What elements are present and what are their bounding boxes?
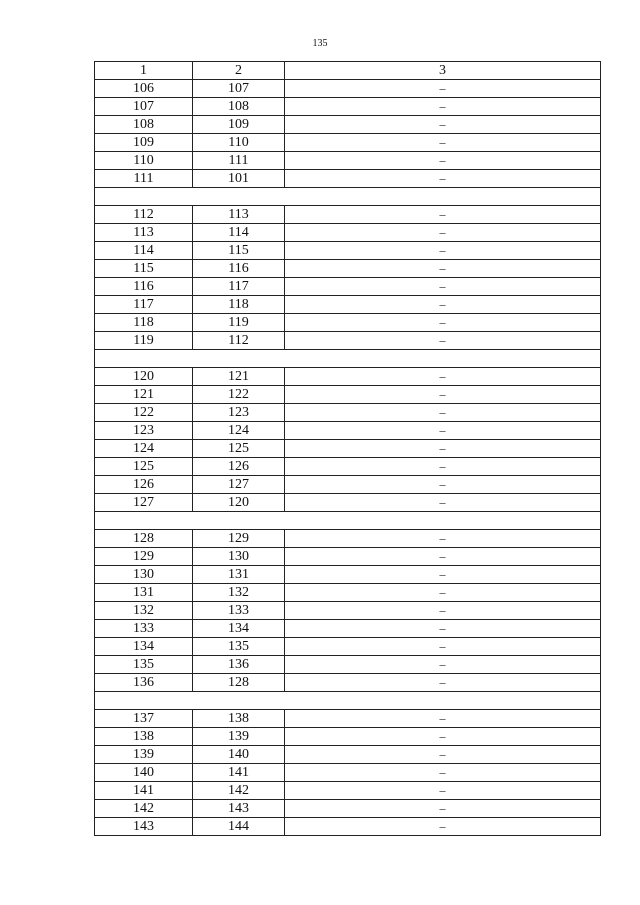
table-cell-col-1: 123 — [95, 422, 193, 439]
table-cell-col-3: – — [439, 531, 446, 545]
table-cell-col-2: 116 — [193, 260, 285, 277]
table-cell-col-3: – — [439, 459, 446, 473]
table-cell-col-3: – — [439, 567, 446, 581]
table-cell-col-3: – — [439, 99, 446, 113]
table-cell-col-2: 111 — [193, 152, 285, 169]
table-row — [95, 404, 600, 422]
table-row — [95, 548, 600, 566]
table-cell-col-3: – — [439, 801, 446, 815]
table-cell-col-1: 106 — [95, 80, 193, 97]
table-row — [95, 224, 600, 242]
table-cell-col-2: 130 — [193, 548, 285, 565]
table-row — [95, 782, 600, 800]
table-cell-col-1: 130 — [95, 566, 193, 583]
table-row — [95, 368, 600, 386]
table-cell-col-2: 115 — [193, 242, 285, 259]
table-cell-col-1: 116 — [95, 278, 193, 295]
column-header-3: 3 — [439, 63, 446, 78]
table-cell-col-3: – — [439, 603, 446, 617]
table-cell-col-3: – — [439, 405, 446, 419]
table-row — [95, 170, 600, 188]
table-cell-col-1: 140 — [95, 764, 193, 781]
table-cell-col-2: 136 — [193, 656, 285, 673]
table-cell-col-2: 121 — [193, 368, 285, 385]
table-cell-col-3: – — [439, 207, 446, 221]
table-cell-col-2: 134 — [193, 620, 285, 637]
table-cell-col-3: – — [439, 423, 446, 437]
table-cell-col-2: 120 — [193, 494, 285, 511]
table-cell-col-3: – — [439, 153, 446, 167]
table-cell-col-3: – — [439, 639, 446, 653]
table-cell-col-2: 138 — [193, 710, 285, 727]
table-row — [95, 746, 600, 764]
table-cell-col-1: 108 — [95, 116, 193, 133]
table-cell-col-2: 140 — [193, 746, 285, 763]
table-cell-col-3: – — [439, 549, 446, 563]
group-separator-row — [95, 350, 600, 368]
table-cell-col-2: 143 — [193, 800, 285, 817]
table-cell-col-2: 127 — [193, 476, 285, 493]
table-cell-col-1: 113 — [95, 224, 193, 241]
table-cell-col-1: 118 — [95, 314, 193, 331]
table-cell-col-1: 126 — [95, 476, 193, 493]
table-cell-col-2: 113 — [193, 206, 285, 223]
table-row — [95, 260, 600, 278]
table-cell-col-3: – — [439, 225, 446, 239]
table-cell-col-2: 119 — [193, 314, 285, 331]
table-cell-col-1: 117 — [95, 296, 193, 313]
table-cell-col-1: 142 — [95, 800, 193, 817]
table-cell-col-1: 136 — [95, 674, 193, 691]
table-cell-col-1: 114 — [95, 242, 193, 259]
table-row — [95, 584, 600, 602]
table-cell-col-1: 134 — [95, 638, 193, 655]
table-row — [95, 134, 600, 152]
table-row — [95, 440, 600, 458]
table-row — [95, 98, 600, 116]
table-cell-col-1: 124 — [95, 440, 193, 457]
table-cell-col-3: – — [439, 333, 446, 347]
table-cell-col-2: 142 — [193, 782, 285, 799]
table-row — [95, 602, 600, 620]
table-cell-col-1: 137 — [95, 710, 193, 727]
table-row — [95, 206, 600, 224]
table-cell-col-2: 123 — [193, 404, 285, 421]
table-row — [95, 242, 600, 260]
table-cell-col-1: 111 — [95, 170, 193, 187]
table-cell-col-1: 141 — [95, 782, 193, 799]
table-cell-col-2: 107 — [193, 80, 285, 97]
table-cell-col-2: 109 — [193, 116, 285, 133]
table-cell-col-2: 144 — [193, 818, 285, 835]
table-cell-col-3: – — [439, 387, 446, 401]
table-cell-col-2: 139 — [193, 728, 285, 745]
table-cell-col-2: 110 — [193, 134, 285, 151]
table-cell-col-3: – — [439, 783, 446, 797]
table-cell-col-3: – — [439, 297, 446, 311]
table-cell-col-2: 133 — [193, 602, 285, 619]
table-row — [95, 278, 600, 296]
table-cell-col-1: 127 — [95, 494, 193, 511]
table-cell-col-1: 133 — [95, 620, 193, 637]
table-cell-col-3: – — [439, 279, 446, 293]
table-cell-col-2: 124 — [193, 422, 285, 439]
table-cell-col-2: 125 — [193, 440, 285, 457]
table-cell-col-3: – — [439, 657, 446, 671]
table-cell-col-3: – — [439, 495, 446, 509]
table-row — [95, 674, 600, 692]
table-cell-col-3: – — [439, 819, 446, 833]
table-cell-col-1: 132 — [95, 602, 193, 619]
group-separator-row — [95, 188, 600, 206]
table-cell-col-2: 114 — [193, 224, 285, 241]
table-row — [95, 80, 600, 98]
table-cell-col-3: – — [439, 315, 446, 329]
table-cell-col-1: 135 — [95, 656, 193, 673]
table-cell-col-2: 132 — [193, 584, 285, 601]
table-cell-col-3: – — [439, 441, 446, 455]
table-row — [95, 566, 600, 584]
table-cell-col-1: 143 — [95, 818, 193, 835]
table-cell-col-3: – — [439, 369, 446, 383]
table-cell-col-1: 138 — [95, 728, 193, 745]
table-cell-col-2: 117 — [193, 278, 285, 295]
column-header-1: 1 — [95, 62, 193, 79]
table-row — [95, 494, 600, 512]
table-cell-col-3: – — [439, 477, 446, 491]
table-cell-col-1: 112 — [95, 206, 193, 223]
page-number: 135 — [312, 38, 328, 49]
table-cell-col-2: 131 — [193, 566, 285, 583]
table-cell-col-2: 101 — [193, 170, 285, 187]
group-separator-row — [95, 692, 600, 710]
table-cell-col-1: 119 — [95, 332, 193, 349]
table-cell-col-2: 112 — [193, 332, 285, 349]
table-cell-col-1: 120 — [95, 368, 193, 385]
table-cell-col-3: – — [439, 135, 446, 149]
table-row — [95, 800, 600, 818]
table-row — [95, 530, 600, 548]
table-cell-col-1: 115 — [95, 260, 193, 277]
table-cell-col-2: 135 — [193, 638, 285, 655]
table-row — [95, 152, 600, 170]
table-cell-col-3: – — [439, 711, 446, 725]
table-row — [95, 116, 600, 134]
table-row — [95, 764, 600, 782]
table-cell-col-2: 118 — [193, 296, 285, 313]
table-cell-col-3: – — [439, 621, 446, 635]
table-cell-col-1: 131 — [95, 584, 193, 601]
table-cell-col-2: 128 — [193, 674, 285, 691]
table-cell-col-1: 122 — [95, 404, 193, 421]
table-cell-col-1: 110 — [95, 152, 193, 169]
table-row — [95, 296, 600, 314]
table-cell-col-1: 139 — [95, 746, 193, 763]
table-row — [95, 818, 600, 836]
table-cell-col-1: 107 — [95, 98, 193, 115]
group-separator-row — [95, 512, 600, 530]
table-cell-col-3: – — [439, 81, 446, 95]
table-cell-col-3: – — [439, 675, 446, 689]
table-row — [95, 476, 600, 494]
table-cell-col-2: 108 — [193, 98, 285, 115]
table-row — [95, 422, 600, 440]
table-cell-col-1: 129 — [95, 548, 193, 565]
table-row — [95, 638, 600, 656]
table-cell-col-3: – — [439, 585, 446, 599]
table-row — [95, 314, 600, 332]
table-cell-col-1: 125 — [95, 458, 193, 475]
table-row — [95, 728, 600, 746]
table-cell-col-3: – — [439, 171, 446, 185]
table-cell-col-2: 126 — [193, 458, 285, 475]
table-cell-col-3: – — [439, 765, 446, 779]
table-row — [95, 458, 600, 476]
table-row — [95, 386, 600, 404]
table-cell-col-3: – — [439, 243, 446, 257]
table-cell-col-3: – — [439, 747, 446, 761]
table-cell-col-2: 122 — [193, 386, 285, 403]
table-cell-col-1: 121 — [95, 386, 193, 403]
table-cell-col-1: 128 — [95, 530, 193, 547]
column-header-2: 2 — [193, 62, 285, 79]
table-cell-col-2: 129 — [193, 530, 285, 547]
table-row — [95, 656, 600, 674]
table-cell-col-2: 141 — [193, 764, 285, 781]
table-row — [95, 710, 600, 728]
table-cell-col-1: 109 — [95, 134, 193, 151]
table-cell-col-3: – — [439, 729, 446, 743]
table-header-row — [95, 62, 600, 80]
table-cell-col-3: – — [439, 261, 446, 275]
table-cell-col-3: – — [439, 117, 446, 131]
table-row — [95, 620, 600, 638]
table-row — [95, 332, 600, 350]
data-table — [94, 61, 601, 836]
